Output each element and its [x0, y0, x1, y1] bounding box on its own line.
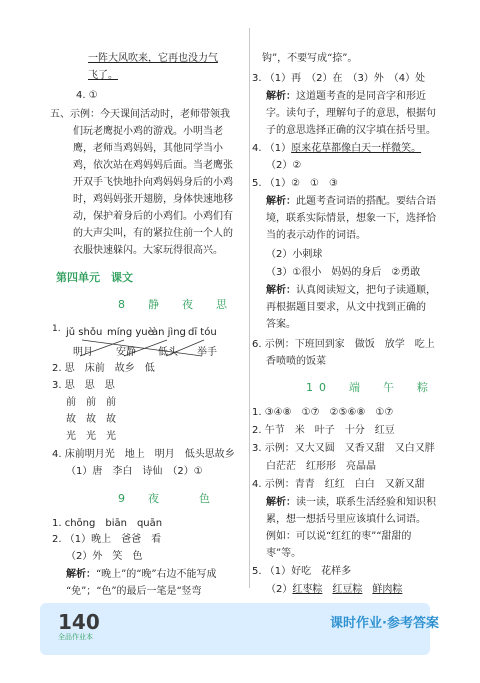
explanation-line: 子的意思选择正确的汉字填在括号里。 [266, 125, 436, 136]
explanation-line: 当的表示动作的词语。 [266, 230, 366, 241]
match-word: 举手 [197, 347, 217, 358]
answer-line [266, 583, 402, 597]
explanation-line: 枣”等。 [266, 548, 302, 559]
explanation-text: 读一读，联系生活经验和知识积 [296, 497, 436, 508]
explanation-line: 答案。 [266, 319, 296, 330]
answer-line: （2）外 笑 色 [66, 551, 143, 562]
explanation-line: 累，想一想括号里应该填什么词语。 [266, 514, 426, 525]
explanation-text: 此题考查词语的搭配。要结合语 [296, 196, 436, 207]
match-word: 低头 [158, 347, 178, 358]
answer-line: 前 前 前 [66, 397, 116, 408]
lesson-title: 10 端 午 粽 [306, 381, 434, 394]
page-number: 140 [58, 610, 100, 634]
explanation-text: 认真阅读短文，把句子读通顺， [296, 285, 436, 296]
answer-line: 2. （1）晚上 爸爸 看 [52, 534, 162, 545]
answer-line: 2. 午节 米 叶子 十分 红豆 [252, 425, 395, 436]
answer-line: 鹰，老师当鸡妈妈，其他同学当小 [73, 143, 223, 154]
answer-line: 3. （1）再 （2）在 （3）外 （4）处 [252, 73, 426, 84]
answer-line: （2）② [266, 160, 302, 171]
match-word: 明月 [73, 347, 93, 358]
answer-line: 动，保护着身后的小鸡们。小鸡们有 [73, 211, 233, 222]
explanation-text: “晚上”的“晚”右边不能写成 [96, 569, 217, 580]
book-name: 全品作业本 [58, 633, 93, 641]
answer-line: 5. （1）② ① ③ [252, 178, 338, 189]
lesson-title: 9 夜 色 [118, 492, 216, 505]
answer-line: 3. 示例：又大又圆 又香又甜 又白又胖 [252, 443, 435, 454]
answer-line: （3）①很小 妈妈的身后 ②勇敢 [266, 267, 421, 278]
explanation-line: 境，联系实际情景，想象一下，选择恰 [266, 213, 436, 224]
explanation-line: 例如：可以说“红红的枣”“甜甜的 [266, 531, 412, 542]
answer-line: 6. 示例：下班回到家 做饭 放学 吃上 [252, 339, 435, 350]
explanation-line: “免”；“色”的最后一笔是“竖弯 [66, 586, 202, 597]
explanation-label: 解析： [66, 569, 96, 580]
answer-line: （1）唐 李白 诗仙 （2）① [66, 466, 203, 477]
pinyin: àn jìng [152, 327, 186, 338]
answer-line: 五、示例：今天课间活动时，老师带领我 [50, 109, 230, 120]
pinyin: dī tóu [188, 327, 217, 338]
explanation-line: 字。读句子，理解句子的意思，根据句 [266, 108, 436, 119]
answer-prefix: 4. （1） [252, 143, 292, 154]
answer-line: 时，鸡妈妈张开翅膀，身体快速地移 [73, 194, 233, 205]
explanation-line [266, 496, 436, 510]
explanation-line: 再根据题目要求，从文中找到正确的 [266, 302, 426, 313]
answer-line [252, 142, 421, 156]
underlined-answer: 原来花草都像白天一样微笑。 [291, 143, 422, 154]
explanation-label: 解析： [266, 196, 296, 207]
answer-line: 2. 思 床前 故乡 低 [52, 363, 155, 374]
answer-line: 1. chōng biān quān [52, 518, 163, 529]
answer-line: 光 光 光 [66, 431, 116, 442]
explanation-label: 解析： [266, 497, 296, 508]
answer-line: 白茫茫 红形形 亮晶晶 [266, 461, 376, 472]
match-word: 安静 [116, 347, 136, 358]
explanation-line [266, 195, 436, 209]
answer-line: 5. （1）好吃 花样多 [252, 566, 352, 577]
answer-line: 鸡，依次站在鸡妈妈后面。当老鹰张 [73, 160, 233, 171]
underlined-answer: 红枣粽 [292, 584, 323, 595]
answer-line: 开双手飞快地扑向鸡妈妈身后的小鸡 [73, 177, 233, 188]
underlined-answer: 鲜肉粽 [372, 584, 403, 595]
explanation-line [266, 284, 436, 298]
answer-line: 故 故 故 [66, 414, 116, 425]
answer-line: 3. 思 思 思 [52, 380, 115, 391]
answer-line: 飞了。 [88, 70, 118, 81]
answer-line: 的大声尖叫，有的紧拉住前一个人的 [73, 228, 233, 239]
answer-prefix: （2） [266, 584, 293, 595]
answer-line: 4. 示例：青青 红红 白白 又新又甜 [252, 479, 425, 490]
pinyin: míng yuè [107, 327, 154, 338]
explanation-line [66, 568, 216, 582]
answer-line: 4. 床前明月光 地上 明月 低头思故乡 [52, 449, 235, 460]
answer-line: 4. ① [76, 90, 98, 101]
answer-line: 们玩老鹰捉小鸡的游戏。小明当老 [73, 126, 223, 137]
pinyin: jǔ shǒu [66, 327, 103, 338]
unit-title: 第四单元 课文 [56, 271, 133, 284]
answer-line: 1. ③④⑧ ①⑦ ②⑤⑥⑧ ①⑦ [252, 407, 394, 418]
column-divider [249, 28, 250, 588]
answer-line: 一阵大风吹来，它再也没力气 [88, 53, 218, 64]
footer-title: 课时作业·参考答案 [330, 616, 439, 631]
explanation-text: 这道题考查的是同音字和形近 [296, 91, 426, 102]
underlined-answer: 红豆粽 [332, 584, 363, 595]
answer-line: 香喷喷的饭菜 [266, 356, 326, 367]
answer-line: （2）小刺球 [266, 249, 323, 260]
explanation-line [266, 90, 426, 104]
explanation-label: 解析： [266, 285, 296, 296]
answer-line: 衣服快速躲闪。大家玩得很高兴。 [73, 245, 223, 256]
explanation-line: 钩”，不要写成“捺”。 [262, 53, 358, 64]
explanation-label: 解析： [266, 91, 296, 102]
question-number: 1. [52, 324, 61, 334]
lesson-title: 8 静 夜 思 [118, 298, 233, 311]
